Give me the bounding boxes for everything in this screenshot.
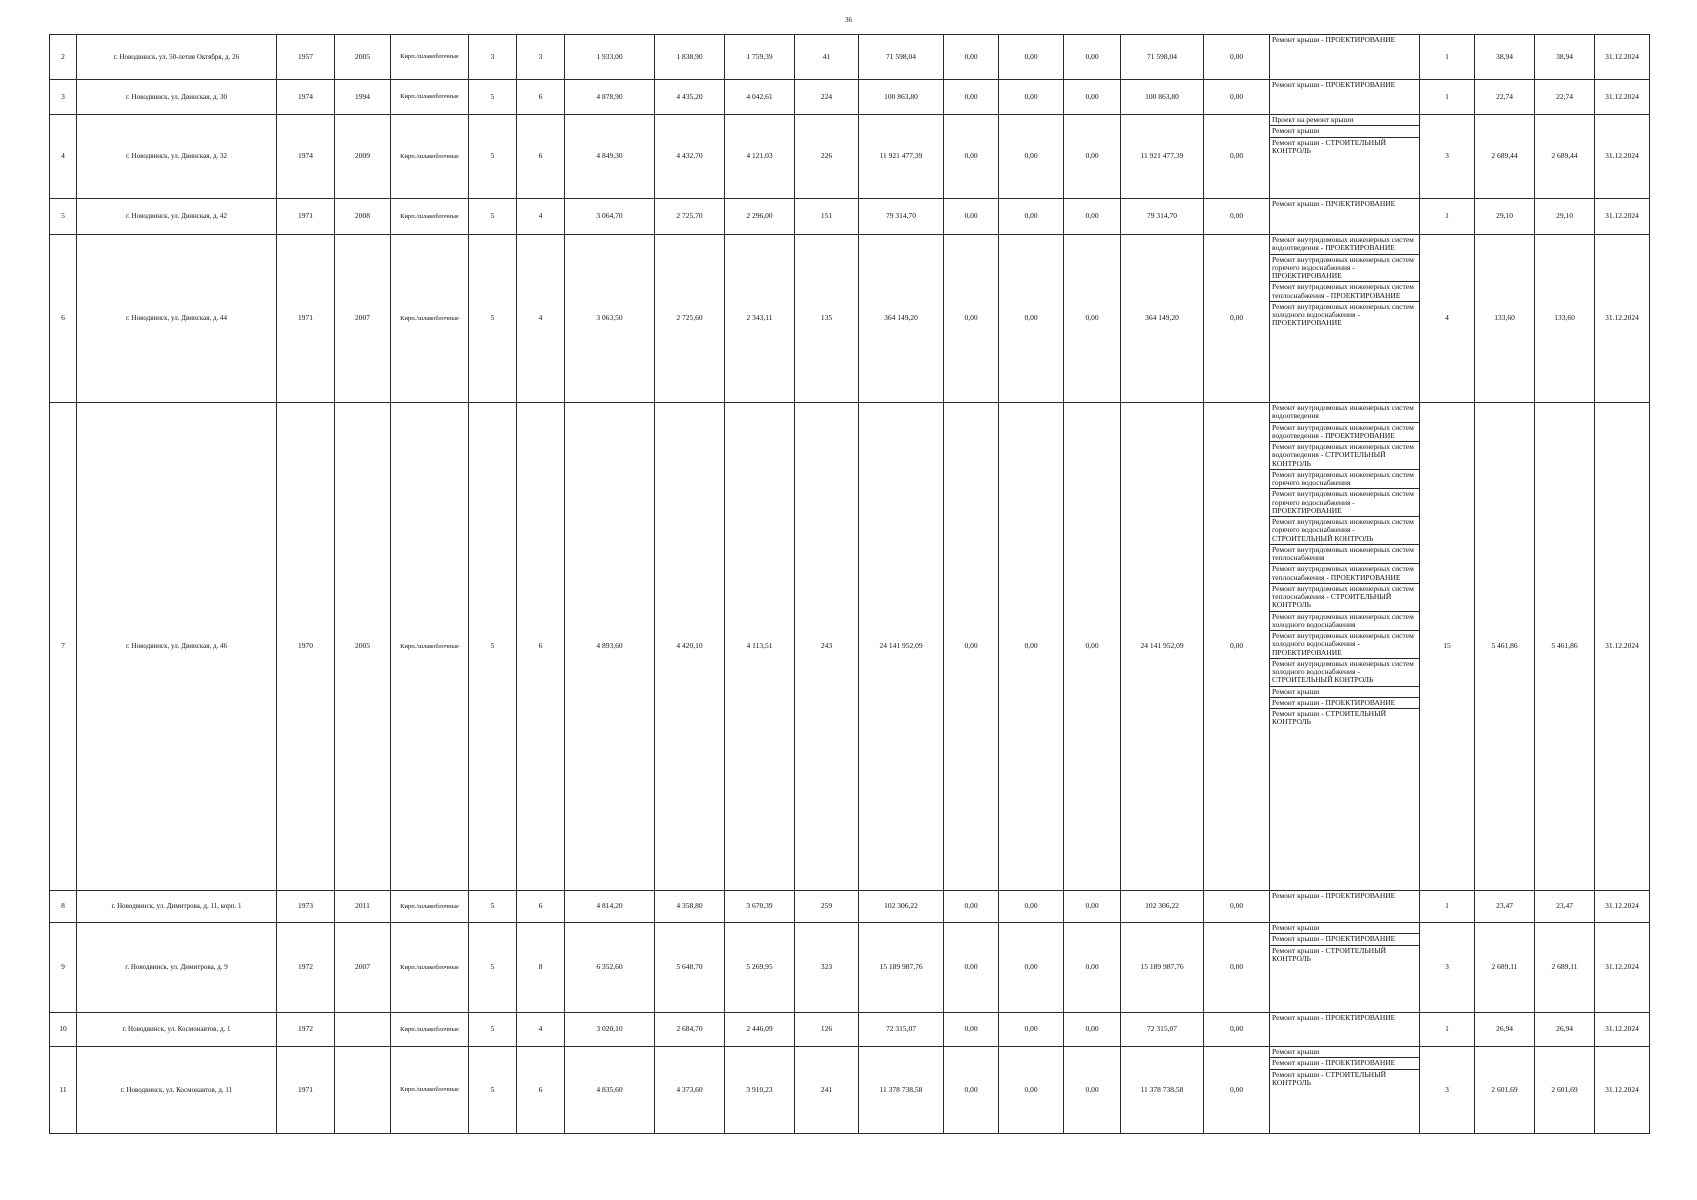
total-cost-cell: 71 598,04 — [859, 35, 944, 80]
residents-cell: 151 — [795, 199, 859, 235]
unit-cost-cell: 29,10 — [1475, 199, 1535, 235]
fund-3-cell: 0,00 — [1064, 923, 1121, 1013]
work-item: Ремонт крыши - ПРОЕКТИРОВАНИЕ — [1270, 1058, 1419, 1069]
fund-1-cell: 0,00 — [944, 80, 999, 115]
residential-area-cell: 2 343,11 — [725, 235, 795, 403]
work-item: Ремонт крыши - ПРОЕКТИРОВАНИЕ — [1270, 934, 1419, 945]
residential-area-cell: 3 910,23 — [725, 1047, 795, 1134]
wall-material-cell: Кирп./шлакоблочные — [391, 1013, 469, 1047]
year-built-cell: 1974 — [277, 80, 335, 115]
works-cell — [1270, 80, 1420, 115]
residents-cell: 241 — [795, 1047, 859, 1134]
max-unit-cost-cell: 2 601,69 — [1535, 1047, 1595, 1134]
max-unit-cost-cell: 2 689,11 — [1535, 923, 1595, 1013]
row-number: 7 — [50, 403, 77, 891]
page-number: 36 — [845, 16, 852, 24]
residential-area-cell: 4 042,61 — [725, 80, 795, 115]
unit-cost-cell: 23,47 — [1475, 891, 1535, 923]
owner-funds-cell: 72 315,07 — [1121, 1013, 1204, 1047]
row-number: 9 — [50, 923, 77, 1013]
fund-2-cell: 0,00 — [999, 1047, 1064, 1134]
unit-cost-cell: 2 689,44 — [1475, 115, 1535, 199]
works-cell — [1270, 1013, 1420, 1047]
work-item: Ремонт крыши - ПРОЕКТИРОВАНИЕ — [1272, 1013, 1396, 1022]
row-number: 8 — [50, 891, 77, 923]
capital-repair-register-table — [49, 34, 1650, 1134]
works-count-cell: 1 — [1420, 35, 1475, 80]
year-last-repair-cell: 2005 — [335, 35, 391, 80]
floors-cell: 5 — [469, 923, 517, 1013]
total-area-cell: 4 814,20 — [565, 891, 655, 923]
completion-date-cell: 31.12.2024 — [1595, 199, 1650, 235]
unit-cost-cell: 2 601,69 — [1475, 1047, 1535, 1134]
owner-funds-cell: 102 306,22 — [1121, 891, 1204, 923]
residents-cell: 226 — [795, 115, 859, 199]
wall-material-cell: Кирп./шлакоблочные — [391, 1047, 469, 1134]
table-row — [50, 115, 1650, 199]
max-unit-cost-cell: 23,47 — [1535, 891, 1595, 923]
completion-date-cell: 31.12.2024 — [1595, 891, 1650, 923]
work-item: Ремонт внутридомовых инженерных систем теплоснабжения - СТРОИТЕЛЬНЫЙ КОНТРОЛЬ — [1270, 584, 1419, 612]
year-built-cell: 1971 — [277, 199, 335, 235]
total-cost-cell: 364 149,20 — [859, 235, 944, 403]
works-count-cell: 1 — [1420, 199, 1475, 235]
works-cell — [1270, 199, 1420, 235]
max-unit-cost-cell: 26,94 — [1535, 1013, 1595, 1047]
table-row — [50, 80, 1650, 115]
works-cell — [1270, 115, 1420, 199]
total-area-cell: 4 893,60 — [565, 403, 655, 891]
wall-material-cell: Кирп./шлакоблочные — [391, 403, 469, 891]
other-funds-cell: 0,00 — [1204, 891, 1270, 923]
premises-area-cell: 4 373,60 — [655, 1047, 725, 1134]
work-item: Проект на ремонт крыши — [1270, 115, 1419, 126]
fund-2-cell: 0,00 — [999, 80, 1064, 115]
entrances-cell: 6 — [517, 115, 565, 199]
table-row — [50, 199, 1650, 235]
year-last-repair-cell: 2008 — [335, 199, 391, 235]
max-unit-cost-cell: 38,94 — [1535, 35, 1595, 80]
work-item: Ремонт внутридомовых инженерных систем водоотведения — [1270, 403, 1419, 423]
wall-material-cell: Кирп./шлакоблочные — [391, 35, 469, 80]
floors-cell: 5 — [469, 115, 517, 199]
fund-1-cell: 0,00 — [944, 891, 999, 923]
total-area-cell: 1 933,00 — [565, 35, 655, 80]
address-cell: г. Новодвинск, ул. Димитрова, д. 9 — [77, 923, 277, 1013]
row-number: 6 — [50, 235, 77, 403]
owner-funds-cell: 79 314,70 — [1121, 199, 1204, 235]
year-built-cell: 1971 — [277, 235, 335, 403]
address-cell: г. Новодвинск, ул. Двинская, д. 44 — [77, 235, 277, 403]
residential-area-cell: 4 113,51 — [725, 403, 795, 891]
premises-area-cell: 4 435,20 — [655, 80, 725, 115]
residents-cell: 243 — [795, 403, 859, 891]
total-cost-cell: 79 314,70 — [859, 199, 944, 235]
year-last-repair-cell — [335, 1047, 391, 1134]
owner-funds-cell: 71 598,04 — [1121, 35, 1204, 80]
work-item: Ремонт внутридомовых инженерных систем холодного водоснабжения - ПРОЕКТИРОВАНИЕ — [1270, 631, 1419, 659]
address-cell: г. Новодвинск, ул. Космонавтов, д. 11 — [77, 1047, 277, 1134]
table-row — [50, 35, 1650, 80]
fund-2-cell: 0,00 — [999, 235, 1064, 403]
fund-1-cell: 0,00 — [944, 35, 999, 80]
row-number: 10 — [50, 1013, 77, 1047]
unit-cost-cell: 26,94 — [1475, 1013, 1535, 1047]
other-funds-cell: 0,00 — [1204, 80, 1270, 115]
work-item: Ремонт внутридомовых инженерных систем теплоснабжения - ПРОЕКТИРОВАНИЕ — [1270, 564, 1419, 584]
floors-cell: 5 — [469, 199, 517, 235]
work-item: Ремонт внутридомовых инженерных систем горячего водоснабжения — [1270, 470, 1419, 490]
fund-3-cell: 0,00 — [1064, 199, 1121, 235]
entrances-cell: 8 — [517, 923, 565, 1013]
max-unit-cost-cell: 22,74 — [1535, 80, 1595, 115]
fund-1-cell: 0,00 — [944, 1013, 999, 1047]
floors-cell: 5 — [469, 403, 517, 891]
owner-funds-cell: 364 149,20 — [1121, 235, 1204, 403]
table-row — [50, 923, 1650, 1013]
fund-2-cell: 0,00 — [999, 115, 1064, 199]
floors-cell: 5 — [469, 80, 517, 115]
fund-3-cell: 0,00 — [1064, 1047, 1121, 1134]
unit-cost-cell: 22,74 — [1475, 80, 1535, 115]
fund-1-cell: 0,00 — [944, 235, 999, 403]
residents-cell: 41 — [795, 35, 859, 80]
works-cell — [1270, 891, 1420, 923]
residential-area-cell: 4 121,03 — [725, 115, 795, 199]
work-item: Ремонт внутридомовых инженерных систем холодного водоснабжения - ПРОЕКТИРОВАНИЕ — [1272, 301, 1414, 328]
work-item: Ремонт внутридомовых инженерных систем водоотведения - СТРОИТЕЛЬНЫЙ КОНТРОЛЬ — [1270, 442, 1419, 470]
other-funds-cell: 0,00 — [1204, 115, 1270, 199]
wall-material-cell: Кирп./шлакоблочные — [391, 235, 469, 403]
fund-2-cell: 0,00 — [999, 1013, 1064, 1047]
entrances-cell: 4 — [517, 235, 565, 403]
year-last-repair-cell: 2007 — [335, 235, 391, 403]
work-item: Ремонт крыши - ПРОЕКТИРОВАНИЕ — [1272, 891, 1396, 900]
fund-1-cell: 0,00 — [944, 403, 999, 891]
year-built-cell: 1973 — [277, 891, 335, 923]
total-cost-cell: 72 315,07 — [859, 1013, 944, 1047]
wall-material-cell: Кирп./шлакоблочные — [391, 115, 469, 199]
other-funds-cell: 0,00 — [1204, 1047, 1270, 1134]
works-cell — [1270, 403, 1420, 891]
work-item: Ремонт крыши - ПРОЕКТИРОВАНИЕ — [1272, 35, 1396, 44]
entrances-cell: 6 — [517, 891, 565, 923]
wall-material-cell: Кирп./шлакоблочные — [391, 923, 469, 1013]
fund-2-cell: 0,00 — [999, 403, 1064, 891]
total-area-cell: 3 063,50 — [565, 235, 655, 403]
premises-area-cell: 4 358,80 — [655, 891, 725, 923]
work-item: Ремонт крыши - ПРОЕКТИРОВАНИЕ — [1272, 80, 1396, 89]
works-count-cell: 1 — [1420, 891, 1475, 923]
work-item: Ремонт крыши — [1270, 126, 1419, 137]
premises-area-cell: 4 420,10 — [655, 403, 725, 891]
work-item: Ремонт крыши - СТРОИТЕЛЬНЫЙ КОНТРОЛЬ — [1272, 137, 1387, 155]
completion-date-cell: 31.12.2024 — [1595, 235, 1650, 403]
entrances-cell: 6 — [517, 1047, 565, 1134]
year-last-repair-cell: 1994 — [335, 80, 391, 115]
total-area-cell: 6 352,60 — [565, 923, 655, 1013]
table-row — [50, 1013, 1650, 1047]
year-built-cell: 1972 — [277, 923, 335, 1013]
residential-area-cell: 2 446,09 — [725, 1013, 795, 1047]
floors-cell: 5 — [469, 891, 517, 923]
completion-date-cell: 31.12.2024 — [1595, 35, 1650, 80]
work-item: Ремонт внутридомовых инженерных систем теплоснабжения — [1270, 545, 1419, 565]
owner-funds-cell: 11 921 477,39 — [1121, 115, 1204, 199]
fund-3-cell: 0,00 — [1064, 35, 1121, 80]
entrances-cell: 4 — [517, 1013, 565, 1047]
fund-3-cell: 0,00 — [1064, 891, 1121, 923]
completion-date-cell: 31.12.2024 — [1595, 923, 1650, 1013]
total-area-cell: 3 064,70 — [565, 199, 655, 235]
work-item: Ремонт крыши - ПРОЕКТИРОВАНИЕ — [1272, 199, 1396, 208]
owner-funds-cell: 15 189 987,76 — [1121, 923, 1204, 1013]
work-item: Ремонт внутридомовых инженерных систем холодного водоснабжения - СТРОИТЕЛЬНЫЙ КОНТРОЛЬ — [1270, 659, 1419, 687]
year-last-repair-cell: 2005 — [335, 403, 391, 891]
other-funds-cell: 0,00 — [1204, 235, 1270, 403]
work-item: Ремонт внутридомовых инженерных систем водоотведения - ПРОЕКТИРОВАНИЕ — [1270, 423, 1419, 443]
completion-date-cell: 31.12.2024 — [1595, 80, 1650, 115]
year-built-cell: 1971 — [277, 1047, 335, 1134]
premises-area-cell: 4 432,70 — [655, 115, 725, 199]
works-count-cell: 3 — [1420, 923, 1475, 1013]
wall-material-cell: Кирп./шлакоблочные — [391, 80, 469, 115]
other-funds-cell: 0,00 — [1204, 1013, 1270, 1047]
entrances-cell: 4 — [517, 199, 565, 235]
row-number: 2 — [50, 35, 77, 80]
total-cost-cell: 24 141 952,09 — [859, 403, 944, 891]
work-item: Ремонт крыши — [1270, 923, 1419, 934]
works-count-cell: 1 — [1420, 1013, 1475, 1047]
other-funds-cell: 0,00 — [1204, 35, 1270, 80]
fund-3-cell: 0,00 — [1064, 1013, 1121, 1047]
other-funds-cell: 0,00 — [1204, 923, 1270, 1013]
owner-funds-cell: 100 863,80 — [1121, 80, 1204, 115]
year-built-cell: 1974 — [277, 115, 335, 199]
address-cell: г. Новодвинск, ул. Димитрова, д. 11, корп. 1 — [77, 891, 277, 923]
residential-area-cell: 3 670,39 — [725, 891, 795, 923]
year-built-cell: 1957 — [277, 35, 335, 80]
premises-area-cell: 2 725,70 — [655, 199, 725, 235]
premises-area-cell: 1 838,90 — [655, 35, 725, 80]
completion-date-cell: 31.12.2024 — [1595, 1047, 1650, 1134]
works-count-cell: 4 — [1420, 235, 1475, 403]
work-item: Ремонт крыши - СТРОИТЕЛЬНЫЙ КОНТРОЛЬ — [1272, 945, 1387, 963]
year-last-repair-cell: 2009 — [335, 115, 391, 199]
entrances-cell: 6 — [517, 80, 565, 115]
premises-area-cell: 2 725,60 — [655, 235, 725, 403]
fund-2-cell: 0,00 — [999, 199, 1064, 235]
floors-cell: 5 — [469, 1013, 517, 1047]
total-cost-cell: 11 921 477,39 — [859, 115, 944, 199]
fund-2-cell: 0,00 — [999, 35, 1064, 80]
work-item: Ремонт крыши — [1270, 687, 1419, 698]
unit-cost-cell: 5 461,86 — [1475, 403, 1535, 891]
address-cell: г. Новодвинск, ул. Двинская, д. 30 — [77, 80, 277, 115]
table-row — [50, 1047, 1650, 1134]
residents-cell: 126 — [795, 1013, 859, 1047]
owner-funds-cell: 11 378 738,58 — [1121, 1047, 1204, 1134]
row-number: 4 — [50, 115, 77, 199]
completion-date-cell: 31.12.2024 — [1595, 1013, 1650, 1047]
row-number: 5 — [50, 199, 77, 235]
works-count-cell: 3 — [1420, 115, 1475, 199]
total-area-cell: 4 849,30 — [565, 115, 655, 199]
floors-cell: 5 — [469, 235, 517, 403]
entrances-cell: 6 — [517, 403, 565, 891]
address-cell: г. Новодвинск, ул. Двинская, д. 46 — [77, 403, 277, 891]
completion-date-cell: 31.12.2024 — [1595, 115, 1650, 199]
total-cost-cell: 100 863,80 — [859, 80, 944, 115]
total-cost-cell: 102 306,22 — [859, 891, 944, 923]
fund-1-cell: 0,00 — [944, 923, 999, 1013]
work-item: Ремонт внутридомовых инженерных систем водоотведения - ПРОЕКТИРОВАНИЕ — [1270, 235, 1419, 255]
premises-area-cell: 5 648,70 — [655, 923, 725, 1013]
table-row — [50, 891, 1650, 923]
fund-3-cell: 0,00 — [1064, 115, 1121, 199]
row-number: 3 — [50, 80, 77, 115]
fund-3-cell: 0,00 — [1064, 80, 1121, 115]
owner-funds-cell: 24 141 952,09 — [1121, 403, 1204, 891]
works-count-cell: 1 — [1420, 80, 1475, 115]
works-cell — [1270, 235, 1420, 403]
total-area-cell: 4 835,60 — [565, 1047, 655, 1134]
work-item: Ремонт внутридомовых инженерных систем горячего водоснабжения - ПРОЕКТИРОВАНИЕ — [1270, 255, 1419, 283]
work-item: Ремонт внутридомовых инженерных систем горячего водоснабжения - ПРОЕКТИРОВАНИЕ — [1270, 489, 1419, 517]
work-item: Ремонт крыши - СТРОИТЕЛЬНЫЙ КОНТРОЛЬ — [1272, 709, 1387, 727]
address-cell: г. Новодвинск, ул. Двинская, д. 32 — [77, 115, 277, 199]
floors-cell: 3 — [469, 35, 517, 80]
works-cell — [1270, 35, 1420, 80]
fund-3-cell: 0,00 — [1064, 403, 1121, 891]
total-cost-cell: 15 189 987,76 — [859, 923, 944, 1013]
work-item: Ремонт крыши — [1270, 1047, 1419, 1058]
table-row — [50, 235, 1650, 403]
residential-area-cell: 5 269,95 — [725, 923, 795, 1013]
entrances-cell: 3 — [517, 35, 565, 80]
year-built-cell: 1972 — [277, 1013, 335, 1047]
works-count-cell: 15 — [1420, 403, 1475, 891]
year-last-repair-cell: 2011 — [335, 891, 391, 923]
premises-area-cell: 2 684,70 — [655, 1013, 725, 1047]
work-item: Ремонт крыши - ПРОЕКТИРОВАНИЕ — [1270, 698, 1419, 709]
year-built-cell: 1970 — [277, 403, 335, 891]
other-funds-cell: 0,00 — [1204, 199, 1270, 235]
year-last-repair-cell — [335, 1013, 391, 1047]
fund-1-cell: 0,00 — [944, 199, 999, 235]
table-body — [50, 35, 1650, 1134]
address-cell: г. Новодвинск, ул. 50-летия Октября, д. 26 — [77, 35, 277, 80]
total-cost-cell: 11 378 738,58 — [859, 1047, 944, 1134]
work-item: Ремонт внутридомовых инженерных систем теплоснабжения - ПРОЕКТИРОВАНИЕ — [1270, 282, 1419, 302]
residents-cell: 135 — [795, 235, 859, 403]
address-cell: г. Новодвинск, ул. Космонавтов, д. 1 — [77, 1013, 277, 1047]
row-number: 11 — [50, 1047, 77, 1134]
residential-area-cell: 2 296,00 — [725, 199, 795, 235]
works-count-cell: 3 — [1420, 1047, 1475, 1134]
work-item: Ремонт внутридомовых инженерных систем горячего водоснабжения - СТРОИТЕЛЬНЫЙ КОНТРОЛЬ — [1270, 517, 1419, 545]
residents-cell: 224 — [795, 80, 859, 115]
total-area-cell: 3 020,10 — [565, 1013, 655, 1047]
work-item: Ремонт внутридомовых инженерных систем холодного водоснабжения — [1270, 612, 1419, 632]
completion-date-cell: 31.12.2024 — [1595, 403, 1650, 891]
fund-1-cell: 0,00 — [944, 115, 999, 199]
total-area-cell: 4 878,90 — [565, 80, 655, 115]
floors-cell: 5 — [469, 1047, 517, 1134]
max-unit-cost-cell: 133,60 — [1535, 235, 1595, 403]
wall-material-cell: Кирп./шлакоблочные — [391, 891, 469, 923]
max-unit-cost-cell: 5 461,86 — [1535, 403, 1595, 891]
table-row — [50, 403, 1650, 891]
max-unit-cost-cell: 29,10 — [1535, 199, 1595, 235]
fund-2-cell: 0,00 — [999, 891, 1064, 923]
address-cell: г. Новодвинск, ул. Двинская, д. 42 — [77, 199, 277, 235]
works-cell — [1270, 923, 1420, 1013]
unit-cost-cell: 133,60 — [1475, 235, 1535, 403]
works-cell — [1270, 1047, 1420, 1134]
residential-area-cell: 1 759,39 — [725, 35, 795, 80]
fund-3-cell: 0,00 — [1064, 235, 1121, 403]
residents-cell: 259 — [795, 891, 859, 923]
fund-2-cell: 0,00 — [999, 923, 1064, 1013]
fund-1-cell: 0,00 — [944, 1047, 999, 1134]
unit-cost-cell: 2 689,11 — [1475, 923, 1535, 1013]
work-item: Ремонт крыши - СТРОИТЕЛЬНЫЙ КОНТРОЛЬ — [1272, 1069, 1387, 1087]
year-last-repair-cell: 2007 — [335, 923, 391, 1013]
wall-material-cell: Кирп./шлакоблочные — [391, 199, 469, 235]
residents-cell: 323 — [795, 923, 859, 1013]
other-funds-cell: 0,00 — [1204, 403, 1270, 891]
max-unit-cost-cell: 2 689,44 — [1535, 115, 1595, 199]
unit-cost-cell: 38,94 — [1475, 35, 1535, 80]
